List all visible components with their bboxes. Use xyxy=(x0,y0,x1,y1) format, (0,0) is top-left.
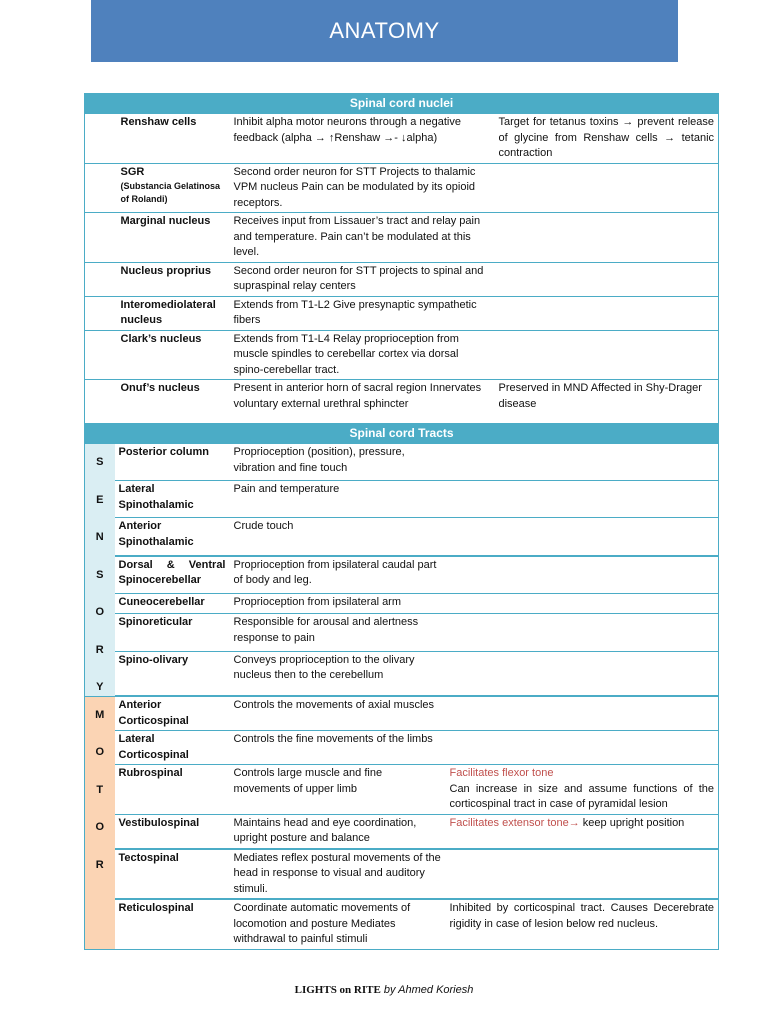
table-row xyxy=(85,594,719,614)
tract-name: Spinoreticular xyxy=(115,614,230,651)
nucleus-name: Marginal nucleus xyxy=(117,213,230,263)
nucleus-name: SGR xyxy=(120,165,145,178)
tract-name: Dorsal & Ventral Spinocerebellar xyxy=(115,556,230,594)
tract-desc: Proprioception from ipsilateral caudal part of body and leg. xyxy=(230,556,446,594)
tract-note xyxy=(446,518,719,556)
table-row xyxy=(85,556,719,594)
nucleus-name: Renshaw cells xyxy=(117,114,230,163)
table-row xyxy=(85,444,719,481)
table-row xyxy=(85,849,719,900)
tract-note-highlight: Facilitates extensor tone→ xyxy=(449,816,580,829)
tract-note xyxy=(446,731,719,765)
nucleus-note: Preserved in MND Affected in Shy-Drager disease xyxy=(498,382,702,410)
tract-name: Lateral Corticospinal xyxy=(115,731,230,765)
table-row xyxy=(85,114,719,163)
tract-note xyxy=(446,765,719,815)
title-banner xyxy=(91,0,678,62)
tract-note-text: Can increase in size and assume functions of the corticospinal tract in case of pyramidal lesion xyxy=(449,782,715,810)
tract-desc: Proprioception from ipsilateral arm xyxy=(230,594,446,614)
tract-note-highlight: Facilitates flexor tone xyxy=(449,767,554,779)
nucleus-note xyxy=(495,262,719,296)
tract-note xyxy=(446,614,719,651)
table-row xyxy=(85,296,719,330)
tract-name: Tectospinal xyxy=(115,849,230,900)
table-row xyxy=(85,330,719,380)
tract-note: Inhibited by corticospinal tract. Causes Decerebrate rigidity in case of lesion below red nucleus. xyxy=(446,899,719,949)
table-row xyxy=(85,213,719,263)
footer-brand: LIGHTS on RITE xyxy=(294,984,381,996)
spinal-cord-nuclei-table xyxy=(84,93,719,428)
tract-desc: Controls the fine movements of the limbs xyxy=(230,731,446,765)
nucleus-note xyxy=(495,213,719,263)
tract-desc: Controls large muscle and fine movements of upper limb xyxy=(230,765,446,815)
tract-name: Spino-olivary xyxy=(115,651,230,696)
tract-name: Posterior column xyxy=(115,444,230,481)
tract-desc: Pain and temperature xyxy=(230,481,446,518)
table-row xyxy=(85,380,719,428)
tract-note xyxy=(446,444,719,481)
nucleus-name: Interomediolateral nucleus xyxy=(117,296,230,330)
nucleus-subname: (Substancia Gelatinosa of Rolandi) xyxy=(120,181,221,204)
tract-note xyxy=(446,556,719,594)
table-row xyxy=(85,899,719,949)
tract-name: Cuneocerebellar xyxy=(115,594,230,614)
table-row xyxy=(85,696,719,731)
nucleus-note xyxy=(495,163,719,213)
tract-desc: Responsible for arousal and alertness response to pain xyxy=(230,614,446,651)
footer xyxy=(0,984,768,996)
nucleus-desc: Present in anterior horn of sacral region Innervates voluntary external urethral sphincter xyxy=(233,382,482,410)
tract-desc: Maintains head and eye coordination, upright posture and balance xyxy=(230,814,446,849)
tract-name: Rubrospinal xyxy=(115,765,230,815)
nuclei-header: Spinal cord nuclei xyxy=(85,93,719,114)
nucleus-name: Nucleus proprius xyxy=(117,262,230,296)
nucleus-note: Target for tetanus toxins → prevent release of glycine from Renshaw cells → tetanic contraction xyxy=(495,114,719,163)
sensory-label: S E N S O R Y xyxy=(85,444,115,696)
nucleus-desc: Extends from T1-L4 Relay proprioception from muscle spindles to cerebellar cortex via dorsal spino-cerebellar tract. xyxy=(230,330,495,380)
table-row xyxy=(85,731,719,765)
tract-desc: Controls the movements of axial muscles xyxy=(230,696,446,731)
tract-note xyxy=(446,814,719,849)
tract-desc: Proprioception (position), pressure, vibration and fine touch xyxy=(230,444,446,481)
nucleus-desc: Second order neuron for STT projects to spinal and supraspinal relay centers xyxy=(230,262,495,296)
tract-note xyxy=(446,849,719,900)
table-row xyxy=(85,614,719,651)
tract-note xyxy=(446,481,719,518)
nucleus-desc: Second order neuron for STT Projects to thalamic VPM nucleus Pain can be modulated by its opioid receptors. xyxy=(230,163,495,213)
tract-note-text: keep upright position xyxy=(579,816,685,829)
nucleus-note xyxy=(495,330,719,380)
table-row xyxy=(85,518,719,556)
tract-name: Reticulospinal xyxy=(115,899,230,949)
tract-note xyxy=(446,594,719,614)
nucleus-name: Clark’s nucleus xyxy=(117,330,230,380)
tract-name: Anterior Spinothalamic xyxy=(115,518,230,556)
tract-note xyxy=(446,651,719,696)
nucleus-name: Onuf’s nucleus xyxy=(120,382,200,394)
page-title: ANATOMY xyxy=(329,18,440,43)
tract-desc: Mediates reflex postural movements of the head in response to visual and auditory stimuli. xyxy=(230,849,446,900)
nucleus-desc: Receives input from Lissauer’s tract and relay pain and temperature. Pain can’t be modulated at this level. xyxy=(230,213,495,263)
nucleus-desc: Extends from T1-L2 Give presynaptic sympathetic fibers xyxy=(230,296,495,330)
table-row xyxy=(85,814,719,849)
tract-desc: Crude touch xyxy=(230,518,446,556)
tract-note xyxy=(446,696,719,731)
tract-desc: Coordinate automatic movements of locomotion and posture Mediates withdrawal to painful stimuli xyxy=(230,899,446,949)
tract-name: Vestibulospinal xyxy=(115,814,230,849)
nucleus-desc: Inhibit alpha motor neurons through a negative feedback (alpha → ↑Renshaw →- ↓alpha) xyxy=(230,114,495,163)
tracts-header: Spinal cord Tracts xyxy=(85,423,719,444)
tract-name: Lateral Spinothalamic xyxy=(115,481,230,518)
spinal-cord-tracts-table xyxy=(84,423,719,950)
footer-author: by Ahmed Koriesh xyxy=(383,984,474,996)
table-row xyxy=(85,765,719,815)
table-row xyxy=(85,163,719,213)
motor-label: M O T O R xyxy=(85,696,115,949)
tract-name: Anterior Corticospinal xyxy=(115,696,230,731)
table-row xyxy=(85,481,719,518)
tract-desc: Conveys proprioception to the olivary nucleus then to the cerebellum xyxy=(230,651,446,696)
table-row xyxy=(85,262,719,296)
table-row xyxy=(85,651,719,696)
nucleus-note xyxy=(495,296,719,330)
